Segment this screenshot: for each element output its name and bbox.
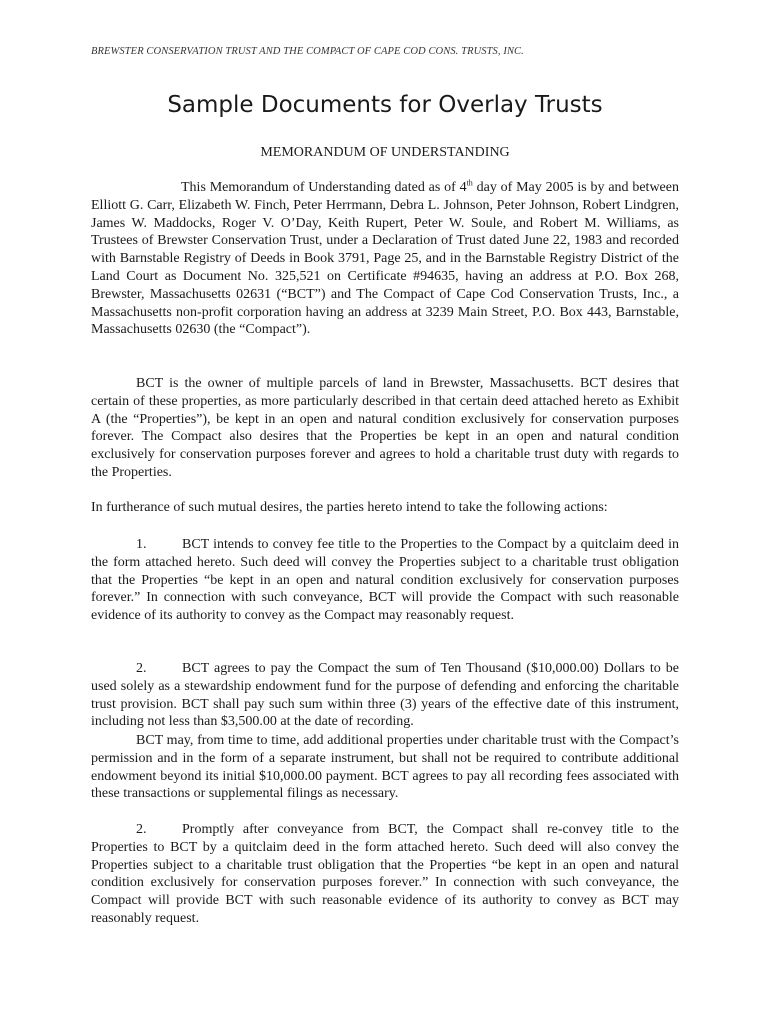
document-heading: MEMORANDUM OF UNDERSTANDING [260,145,510,160]
paragraph-parties-rest: day of May 2005 is by and between Elliott G. Carr, Elizabeth W. Finch, Peter Herrmann, Debra L. Johnson, Peter Johnson, Robert Lindgren, James W. Maddocks, Roger V. O’Day, Keith Rupert, Peter W. Soule, and Robert M. Williams, as Trustees of Brewster Conservation Trust, under a Declaration of Trust dated June 22, 1983 and recorded with Barnstable Registry of Deeds in Book 3791, Page 25, and in the Barnstable Registry District of the Land Court as Document No. 325,521 on Certificate #94635, having an address at P.O. Box 268, Brewster, Massachusetts 02631 (“BCT”) and The Compact of Cape Cod Conservation Trusts, Inc., a Massachusetts non-profit corporation having an address at 3239 Main Street, P.O. Box 443, Barnstable, Massachusetts 02630 (the “Compact”). [91,180,679,338]
item-text: BCT intends to convey fee title to the Properties to the Compact by a quitclaim deed in the form attached hereto. Such deed will convey the Properties subject to a charitable trust obligation that the Properties “be kept in an open and natural condition exclusively for conservation purposes forever.” In connection with such conveyance, BCT will provide the Compact with such reasonable evidence of its authority to convey as the Compact may reasonably request. [91,537,679,624]
numbered-item-1 [91,536,679,625]
page-title: Sample Documents for Overlay Trusts [167,92,603,118]
paragraph-recital: BCT is the owner of multiple parcels of land in Brewster, Massachusetts. BCT desires that certain of these properties, as more particularly described in that certain deed attached hereto as Exhibit A (the “Properties”), be kept in an open and natural condition exclusively for conservation purposes forever. The Compact also desires that the Properties be kept in an open and natural condition exclusively for conservation purposes forever and agrees to hold a charitable trust duty with regards to the Properties. [91,376,679,480]
ordinal-suffix: th [466,178,473,188]
item-number: 2. [136,822,147,837]
paragraph-additional-properties: BCT may, from time to time, add additional properties under charitable trust with the Compact’s permission and in the form of a separate instrument, but shall not be required to contribute additional endowment beyond its initial $10,000.00 payment. BCT agrees to pay all recording fees associated with these transactions or supplemental filings as necessary. [91,733,679,802]
item-number: 1. [136,537,147,552]
numbered-item-2 [91,660,679,731]
item-number: 2. [136,661,147,676]
paragraph-parties-start: This Memorandum of Understanding dated as of 4 [181,180,467,195]
paragraph-intent: In furtherance of such mutual desires, the parties hereto intend to take the following actions: [91,500,608,515]
running-header: BREWSTER CONSERVATION TRUST AND THE COMPACT OF CAPE COD CONS. TRUSTS, INC. [91,46,524,57]
paragraph-parties [91,179,679,339]
item-text: Promptly after conveyance from BCT, the Compact shall re-convey title to the Properties to BCT by a quitclaim deed in the form attached hereto. Such deed will also convey the Properties subject to a charitable trust obligation that the Properties “be kept in an open and natural condition exclusively for conservation purposes forever.” In connection with such conveyance, the Compact will provide BCT with such reasonable evidence of its authority to convey as BCT may reasonably request. [91,822,679,926]
item-text: BCT agrees to pay the Compact the sum of Ten Thousand ($10,000.00) Dollars to be used solely as a stewardship endowment fund for the purpose of defending and enforcing the charitable trust provision. BCT shall pay such sum within three (3) years of the effective date of this instrument, including not less than $3,500.00 at the date of recording. [91,661,679,730]
numbered-item-3 [91,821,679,928]
